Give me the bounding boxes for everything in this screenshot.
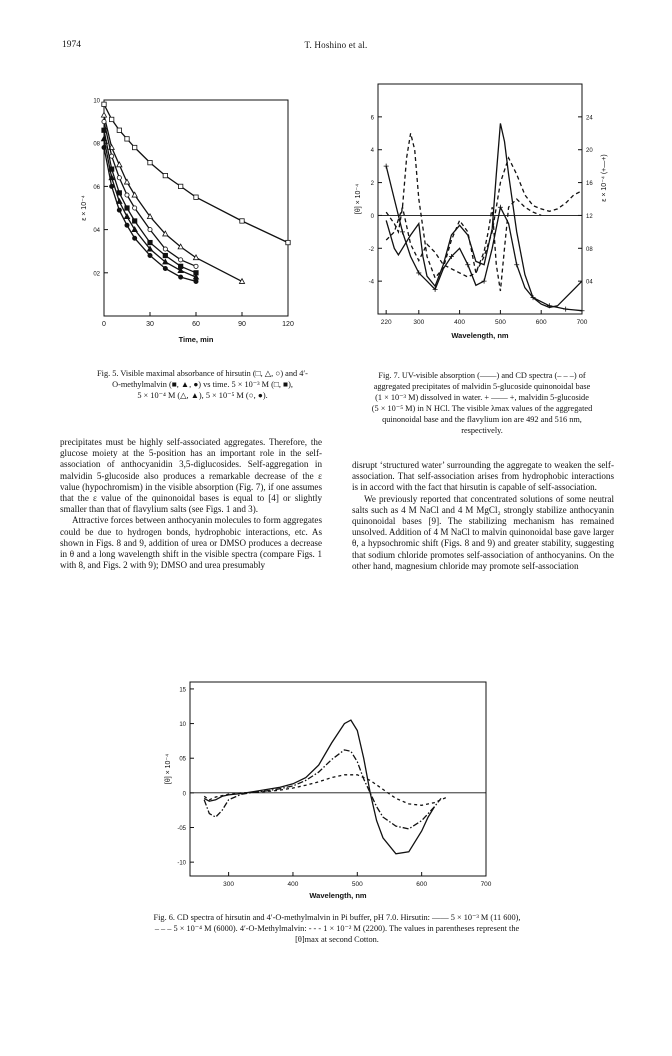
x-axis-label: Wavelength, nm <box>451 331 509 340</box>
series-dashdot <box>204 750 441 829</box>
y-tick-label-right: 08 <box>586 246 593 253</box>
figure-7-caption <box>352 370 612 436</box>
y-tick-label: 08 <box>93 141 100 148</box>
data-point <box>102 102 106 106</box>
y-tick-label: 15 <box>179 687 186 694</box>
data-point <box>148 240 152 244</box>
series-dashed <box>204 775 447 806</box>
y-tick-label-right: 16 <box>586 181 593 188</box>
y-tick-label: 10 <box>93 98 100 105</box>
plus-marker <box>465 262 470 267</box>
y-tick-label-left: 0 <box>370 213 374 220</box>
figure-7-caption-line: aggregated precipitates of malvidin 5-glucoside quinonoidal base <box>373 382 591 391</box>
figure-6-caption-line: Fig. 6. CD spectra of hirsutin and 4′-O-methylmalvin in Pi buffer, pH 7.0. Hirsutin: —— 5 × 10⁻³ M (11 600), <box>153 913 521 922</box>
y-axis-label-right: ε × 10⁻⁴ (+—+) <box>601 154 608 202</box>
x-tick-label: 700 <box>576 319 588 326</box>
figure-7-caption-line: Fig. 7. UV-visible absorption (——) and CD spectra (– – –) of <box>378 371 586 380</box>
x-tick-label: 300 <box>223 881 235 888</box>
data-point <box>117 128 121 132</box>
y-tick-label: 10 <box>179 722 186 729</box>
figure-7-caption-line: quinonoidal base and the flavylium ion are 492 and 516 nm, <box>382 415 582 424</box>
data-point <box>148 160 152 164</box>
data-point <box>117 162 122 167</box>
figure-5-caption-line: O-methylmalvin (■, ▲, ●) vs time. 5 × 10⁻³ M (□, ■), <box>112 380 293 389</box>
paragraph: Attractive forces between anthocyanin molecules to form aggregates could be due to hydrogen bonds, hydrophobic interactions, etc. As shown in Figs. 8 and 9, addition of urea or DMSO produces a decrease in θ and a long wavelength shift in the visible spectra (compare Figs. 1 with 8, and Figs. 2 with 9); DMSO and urea presumably <box>60 515 322 571</box>
series-line <box>204 775 447 806</box>
figure-6-caption-line: – – – 5 × 10⁻⁴ M (6000). 4′-O-Methylmalvin: - - - 1 × 10⁻² M (2200). The values in parentheses represent the <box>154 924 520 933</box>
figure-7-caption-line: (5 × 10⁻⁵ M) in N HCl. The visible λmax values of the aggregated <box>371 404 593 413</box>
plus-marker <box>514 262 519 267</box>
x-tick-label: 60 <box>192 321 200 328</box>
paragraph: disrupt ‘structured water’ surrounding the aggregate to weaken the self-association. That self-association arises from hydrophobic interactions is in accord with the fact that hirsutin is capable of self-association. <box>352 460 614 493</box>
series-line <box>204 720 434 854</box>
page-number: 1974 <box>62 40 81 50</box>
data-point <box>124 179 129 184</box>
figure-7-caption-line: (1 × 10⁻³ M) dissolved in water. + —— +, malvidin 5-glucoside <box>375 393 589 402</box>
x-tick-label: 300 <box>413 319 425 326</box>
data-point <box>125 206 129 210</box>
data-point <box>133 206 137 210</box>
x-tick-label: 500 <box>494 319 506 326</box>
right-column-text <box>352 460 614 572</box>
x-tick-label: 120 <box>282 321 294 328</box>
x-tick-label: 400 <box>454 319 466 326</box>
figure-5-caption-line: Fig. 5. Visible maximal absorbance of hirsutin (□, △, ○) and 4′- <box>97 369 308 378</box>
plus-marker <box>580 308 585 313</box>
data-point <box>125 137 129 141</box>
data-point <box>132 145 136 149</box>
x-axis-label: Wavelength, nm <box>309 891 367 900</box>
x-tick-label: 700 <box>480 881 492 888</box>
y-tick-label: 02 <box>93 271 100 278</box>
data-point <box>179 275 183 279</box>
data-point <box>194 264 198 268</box>
data-point <box>110 184 114 188</box>
data-point <box>117 208 121 212</box>
series-dashed-right <box>386 158 582 277</box>
plot-frame <box>190 682 486 876</box>
x-axis-label: Time, min <box>178 335 214 344</box>
data-point <box>148 253 152 257</box>
data-point <box>132 219 136 223</box>
figure-5-caption-line: 5 × 10⁻⁴ M (△, ▲), 5 × 10⁻⁵ M (○, ●). <box>137 391 268 400</box>
plot-frame <box>378 84 582 314</box>
data-point <box>109 117 113 121</box>
data-point <box>133 236 137 240</box>
y-tick-label: -05 <box>177 826 186 832</box>
figure-6-chart <box>160 676 510 916</box>
plus-marker <box>482 279 487 284</box>
series-open-triangle <box>101 112 244 283</box>
data-point <box>194 195 198 199</box>
data-point <box>163 173 167 177</box>
data-point <box>163 247 167 251</box>
y-tick-label: 06 <box>93 184 100 191</box>
data-point <box>102 120 106 124</box>
plus-marker <box>384 164 389 169</box>
y-tick-label-left: 4 <box>370 148 374 155</box>
y-axis-label: ε × 10⁻⁴ <box>81 195 88 221</box>
series-line <box>386 158 582 277</box>
figure-6-caption <box>70 912 604 945</box>
x-tick-label: 220 <box>380 319 392 326</box>
data-point <box>102 145 106 149</box>
y-tick-label-left: -2 <box>368 246 374 253</box>
paragraph: precipitates must be highly self-associated aggregates. Therefore, the glucose moiety at the 5-position has an important role in the self-association of anthocyanidin 3,5-diglucosides. Self-aggregation in malvidin 5-glucoside also produces a remarkable decrease of the ε value (hypochromism) in the visible absorption (Fig. 7), if one assumes that the ε value of the quinonoidal bases is equal to [4] or slightly smaller than that of flavylium salts (see Figs. 1 and 3). <box>60 437 322 515</box>
figure-7-caption-line: respectively. <box>461 426 503 435</box>
x-tick-label: 30 <box>146 321 154 328</box>
plus-marker <box>400 229 405 234</box>
data-point <box>193 255 198 260</box>
y-tick-label-right: 04 <box>586 279 593 286</box>
figure-6-caption-line: [θ]max at second Cotton. <box>295 935 379 944</box>
running-head: T. Hoshino et al. <box>304 40 368 50</box>
y-tick-label-left: 6 <box>370 115 374 122</box>
series-line <box>204 750 441 829</box>
data-point <box>117 176 121 180</box>
x-tick-label: 500 <box>351 881 363 888</box>
data-point <box>125 223 129 227</box>
data-point <box>194 279 198 283</box>
y-tick-label-left: -4 <box>368 279 374 286</box>
figure-5-chart <box>80 94 320 364</box>
series-solid-right <box>384 164 585 314</box>
data-point <box>179 258 183 262</box>
y-tick-label: -10 <box>177 860 186 867</box>
figure-7-chart <box>350 78 620 368</box>
data-point <box>101 112 106 117</box>
data-point <box>125 193 129 197</box>
data-point <box>163 253 167 257</box>
data-point <box>117 191 121 195</box>
x-tick-label: 600 <box>535 319 547 326</box>
data-point <box>240 219 244 223</box>
y-tick-label-right: 24 <box>586 115 593 122</box>
left-column-text <box>60 437 322 571</box>
y-tick-label-right: 12 <box>586 213 593 220</box>
data-point <box>178 184 182 188</box>
y-tick-label-right: 20 <box>586 148 593 155</box>
data-point <box>148 228 152 232</box>
y-axis-label-left: [θ] × 10⁻⁴ <box>355 183 362 215</box>
data-point <box>102 128 106 132</box>
series-open-square <box>102 102 290 245</box>
data-point <box>286 240 290 244</box>
x-tick-label: 400 <box>287 881 299 888</box>
y-axis-label: [θ] × 10⁻⁴ <box>165 753 172 785</box>
series-line <box>386 166 582 311</box>
plus-marker <box>498 205 503 210</box>
y-tick-label: 0 <box>182 791 186 798</box>
data-point <box>163 266 167 270</box>
x-tick-label: 0 <box>102 321 106 328</box>
y-tick-label: 04 <box>93 228 100 235</box>
plus-marker <box>563 307 568 312</box>
x-tick-label: 600 <box>416 881 428 888</box>
data-point <box>110 154 114 158</box>
y-tick-label-left: 2 <box>370 181 374 188</box>
x-tick-label: 90 <box>238 321 246 328</box>
paragraph: We previously reported that concentrated solutions of some neutral salts such as 4 M NaCl and 4 M MgCl₂ strongly stabilize anthocyanin quinonoidal bases [9]. The stabilizing mechanism has remained unsolved. Addition of 4 M NaCl to malvin quinonoidal base gave larger θ, a hypsochromic shift (Figs. 8 and 9) and greater stability, suggesting that sodium chloride promotes self-association of anthocyanins. On the other hand, magnesium chloride may promote self-association <box>352 493 614 571</box>
y-tick-label: 05 <box>179 756 186 763</box>
figure-5-caption <box>60 368 345 401</box>
series-solid <box>204 720 434 854</box>
data-point <box>124 214 129 219</box>
series-line <box>104 104 288 242</box>
